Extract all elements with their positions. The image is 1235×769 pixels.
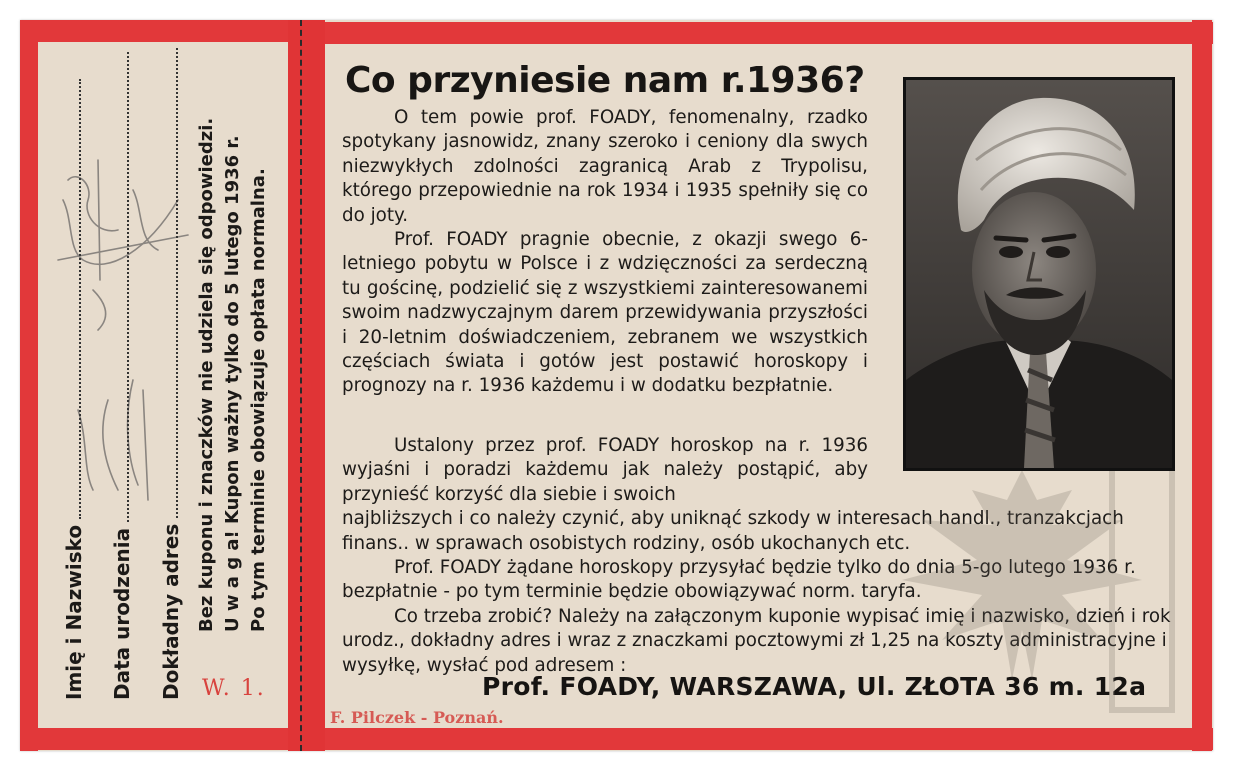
portrait-photo: [903, 77, 1175, 471]
headline: Co przyniesie nam r.1936?: [345, 60, 865, 101]
red-border-right: [1192, 20, 1212, 751]
red-border-left: [20, 20, 38, 751]
paragraph-horoscope-b: najbliższych i co należy czynić, aby uniknąć szkody w interesach handl., tranzakcjach finans.. w sprawach osobistych rodziny, osób ukochanych etc.: [342, 508, 1124, 554]
eagle-stamp-icon: [862, 430, 1182, 720]
red-border-bottom-coupon: [20, 728, 288, 750]
red-border-bottom-ad: [325, 728, 1213, 750]
coupon-note-3: Po tym terminie obowiązuje opłata normalna.: [248, 168, 269, 632]
paragraph-deadline: Prof. FOADY żądane horoskopy przysyłać będzie tylko do dnia 5-go lutego 1936 r. bezpłatnie - po tym terminie będzie obowiązywać norm. taryfa.: [342, 557, 1136, 603]
field-birth-label: Data urodzenia: [110, 52, 134, 700]
man-portrait-icon: [906, 80, 1172, 468]
paragraph-instructions: Co trzeba zrobić? Należy na załączonym kuponie wypisać imię i nazwisko, dzień i rok urodz., dokładny adres i wraz z znaczkami pocztowymi zł 1,25 na koszty administracyjne i wysyłkę, wysłać pod adresem :: [342, 605, 1171, 676]
series-mark: W. 1.: [202, 676, 266, 701]
field-address-line[interactable]: [176, 48, 178, 518]
red-border-top-ad: [325, 22, 1213, 44]
red-border-top-coupon: [20, 20, 288, 42]
coupon-note-1: Bez kuponu i znaczków nie udziela się odpowiedzi.: [196, 117, 217, 632]
perforation-line: [300, 20, 302, 751]
field-name-line[interactable]: [79, 79, 81, 519]
paragraph-offer: Prof. FOADY pragnie obecnie, z okazji swego 6-letniego pobytu w Polsce i z wdzięczności za serdeczną tu gościnę, podzielić się z wszystkiemi zainteresowanemi swoim nadzwyczajnym darem przewidywania przyszłości i 20-letnim doświadczeniem, zebranem we wszystkich częściach świata i gotów jest postawić horoskopy i prognozy na r. 1936 każdemu i w dodatku bezpłatnie.: [342, 229, 868, 397]
field-birth-line[interactable]: [127, 52, 129, 522]
paragraph-horoscope-a: Ustalony przez prof. FOADY horoskop na r. 1936 wyjaśni i poradzi każdemu jak należy postąpić, aby przynieść korzyść dla siebie i swoich: [342, 435, 868, 505]
ad-body-top: [342, 106, 868, 399]
address-signoff: Prof. FOADY, WARSZAWA, Ul. ZŁOTA 36 m. 12a: [482, 672, 1147, 701]
printer-credit: F. Pilczek - Poznań.: [330, 708, 504, 727]
field-name-label: Imię i Nazwisko: [62, 79, 86, 700]
paragraph-intro: O tem powie prof. FOADY, fenomenalny, rzadko spotykany jasnowidz, znany szeroko i ceniony dla swych niezwykłych zdolności zagranicą Arab z Trypolisu, którego przepowiednie na rok 1934 i 1935 spełniły się co do joty.: [342, 107, 868, 226]
field-address-label: Dokładny adres: [159, 48, 183, 700]
red-divider-strip: [288, 20, 325, 751]
coupon-note-2: U w a g a! Kupon ważny tylko do 5 lutego 1936 r.: [222, 135, 243, 632]
